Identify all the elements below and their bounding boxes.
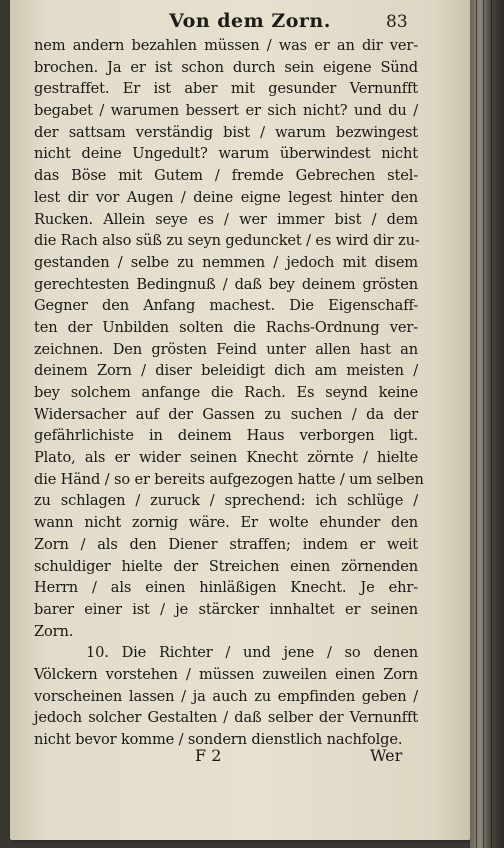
text-line: begabet / warumen bessert er sich nicht? und du / xyxy=(34,102,418,120)
text-line: gefährlichiste in deinem Haus verborgen ligt. xyxy=(34,427,418,445)
text-line: Rucken. Allein seye es / wer immer bist / dem xyxy=(34,210,418,228)
text-line: gerechtesten Bedingnuß / daß bey deinem grösten xyxy=(34,275,418,293)
page-edge-line xyxy=(491,0,492,848)
text-line: zeichnen. Den grösten Feind unter allen hast an xyxy=(34,340,418,358)
page-edge-line xyxy=(483,0,484,848)
page-number: 83 xyxy=(386,12,408,32)
text-line: Herrn / als einen hinläßigen Knecht. Je ehr- xyxy=(34,579,418,597)
text-line: zu schlagen / zuruck / sprechend: ich schlüge / xyxy=(34,492,418,510)
text-line: barer einer ist / je stärcker innhaltet er seinen xyxy=(34,600,418,618)
text-line: Völckern vorstehen / müssen zuweilen einen Zorn xyxy=(34,665,418,683)
text-line: bey solchem anfange die Rach. Es seynd keine xyxy=(34,384,418,401)
text-line: der sattsam verständig bist / warum bezwingest xyxy=(34,123,418,141)
text-line: ten der Unbilden solten die Rachs-Ordnung ver- xyxy=(34,318,418,336)
text-line: das Böse mit Gutem / fremde Gebrechen stel- xyxy=(34,167,418,185)
text-line: nicht deine Ungedult? warum überwindest nicht xyxy=(34,145,418,163)
text-line: deinem Zorn / diser beleidigt dich am meisten / xyxy=(34,362,418,380)
text-line: Zorn. xyxy=(34,622,74,640)
text-line: Plato, als er wider seinen Knecht zörnte / hielte xyxy=(34,449,418,467)
running-head-title: Von dem Zorn. xyxy=(169,10,331,32)
paragraph-start-line: 10. Die Richter / und jene / so denen xyxy=(86,644,418,662)
text-line: Widersacher auf der Gassen zu suchen / da der xyxy=(34,405,418,423)
text-line: vorscheinen lassen / ja auch zu empfinden geben / xyxy=(34,687,418,705)
text-line: jedoch solcher Gestalten / daß selber der Vernunfft xyxy=(34,709,418,727)
text-line: brochen. Ja er ist schon durch sein eigene Sünd xyxy=(34,58,418,76)
text-line: nem andern bezahlen müssen / was er an dir ver- xyxy=(34,37,418,54)
text-line: wann nicht zornig wäre. Er wolte ehunder den xyxy=(34,514,418,532)
text-line: Gegner den Anfang machest. Die Eigenschaff- xyxy=(34,297,418,315)
text-line: die Rach also süß zu seyn geduncket / es wird dir zu- xyxy=(34,232,420,250)
text-line: die Händ / so er bereits aufgezogen hatte / um selben xyxy=(34,470,424,488)
text-line: gestraffet. Er ist aber mit gesunder Vernunfft xyxy=(34,80,418,98)
book-page xyxy=(10,0,472,840)
text-line: lest dir vor Augen / deine eigne legest hinter den xyxy=(34,188,418,206)
text-line: Zorn / als den Diener straffen; indem er weit xyxy=(34,535,418,553)
page-edge-line xyxy=(476,0,477,848)
text-line: schuldiger hielte der Streichen einen zörnenden xyxy=(34,557,418,575)
signature-mark: F 2 xyxy=(195,746,222,765)
text-line: nicht bevor komme / sondern dienstlich nachfolge. xyxy=(34,731,403,748)
text-line: gestanden / selbe zu nemmen / jedoch mit disem xyxy=(34,253,418,271)
catchword: Wer xyxy=(370,746,403,765)
book-spine xyxy=(470,0,504,848)
body-text xyxy=(34,35,424,751)
